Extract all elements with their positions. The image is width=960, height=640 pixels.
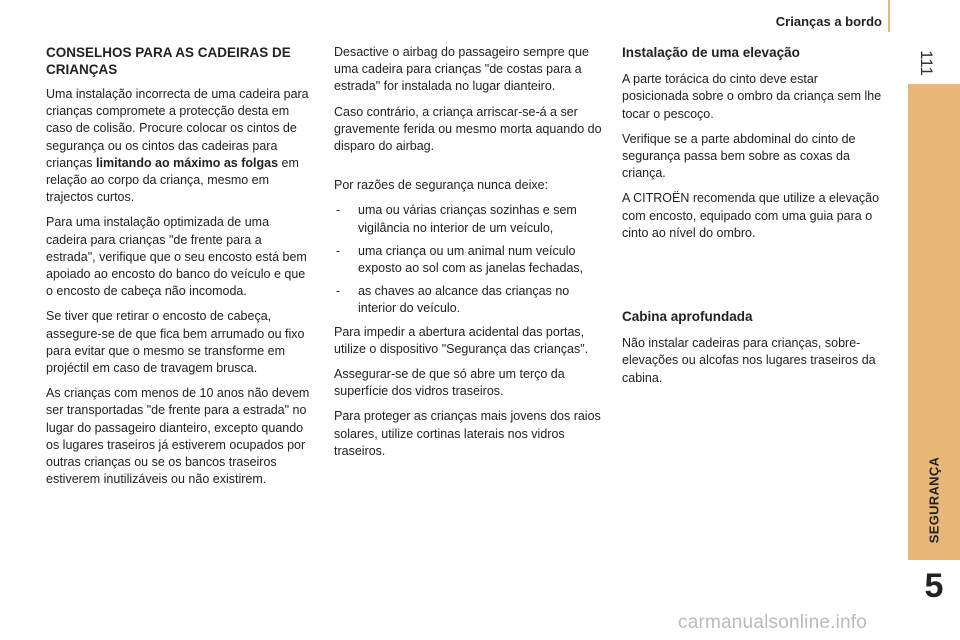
- paragraph-forward-facing: Para uma instalação optimizada de uma cadeira para crianças "de frente para a estrada", verifique que o seu encosto está bem apoiado ao encosto do banco do veículo e que o encosto de cabeça não incomoda.: [46, 215, 307, 299]
- paragraph-child-lock: Para impedir a abertura acidental das portas, utilize o dispositivo "Segurança das crianças".: [334, 324, 589, 356]
- watermark: carmanualsonline.info: [678, 612, 868, 633]
- paragraph-airbag: Desactive o airbag do passageiro sempre que uma cadeira para crianças "de costas para a estrada" for instalada no lugar dianteiro.: [334, 45, 590, 94]
- paragraph-lap-belt: Verifique se a parte abdominal do cinto de segurança passa bem sobre as coxas da criança.: [622, 131, 856, 181]
- list-item: - uma ou várias crianças sozinhas e sem vigilância no interior de um veículo,: [334, 202, 606, 236]
- section-heading-deep-cab: Cabina aprofundada: [622, 309, 753, 325]
- spacer: [622, 250, 886, 304]
- paragraph-sun-blinds: Para proteger as crianças mais jovens dos raios solares, utilize cortinas laterais nos vidros traseiros.: [334, 409, 601, 458]
- paragraph-under-10: As crianças com menos de 10 anos não devem ser transportadas "de frente para a estrada" no lugar do passageiro dianteiro, excepto quando os lugares traseiros já estiverem ocupados por outras crianças ou se os bancos traseiros estiverem inutilizáveis ou não existirem.: [46, 386, 310, 487]
- chapter-number: 5: [924, 566, 944, 605]
- section-heading-child-seat-advice: CONSELHOS PARA AS CADEIRAS DE CRIANÇAS: [46, 45, 291, 77]
- paragraph-installation: [46, 86, 310, 206]
- paragraph-installation-text-b: em relação ao corpo da criança, mesmo em trajectos curtos.: [46, 155, 299, 205]
- column-right: [622, 40, 886, 395]
- header-rule: [888, 0, 890, 32]
- page-number: 111: [917, 50, 936, 76]
- running-header: Crianças a bordo: [775, 14, 882, 29]
- column-middle: [334, 44, 606, 468]
- list-item: - uma criança ou um animal num veículo exposto ao sol com as janelas fechadas,: [334, 243, 606, 277]
- paragraph-deep-cab: Não instalar cadeiras para crianças, sobre-elevações ou alcofas nos lugares traseiros da cabina.: [622, 336, 876, 385]
- chapter-tab: [908, 560, 960, 612]
- paragraph-installation-emphasis: limitando ao máximo as folgas: [96, 155, 279, 170]
- section-sidebar-label-box: [908, 450, 960, 550]
- spacer: [334, 163, 606, 177]
- paragraph-rear-windows: Assegurar-se de que só abre um terço da superfície dos vidros traseiros.: [334, 367, 565, 399]
- paragraph-airbag-risk: Caso contrário, a criança arriscar-se-á a ser gravemente ferida ou mesmo morta aquando do disparo do airbag.: [334, 104, 602, 154]
- column-left: [46, 40, 310, 496]
- paragraph-citroen-recommends: A CITROËN recomenda que utilize a elevação com encosto, equipado com uma guia para o cinto ao nível do ombro.: [622, 191, 880, 240]
- section-sidebar-label: SEGURANÇA: [926, 456, 942, 544]
- paragraph-headrest: Se tiver que retirar o encosto de cabeça, assegure-se de que fica bem arrumado ou fixo para evitar que o mesmo se transforme em projéctil em caso de travagem brusca.: [46, 309, 305, 376]
- paragraph-installation-text-a: Uma instalação incorrecta de uma cadeira para crianças compromete a protecção desta em caso de colisão. Procure colocar os cintos de segurança ou os cintos das cadeiras para crianças: [46, 87, 309, 170]
- paragraph-never-leave: Por razões de segurança nunca deixe:: [334, 178, 549, 193]
- paragraph-chest-belt: A parte torácica do cinto deve estar posicionada sobre o ombro da criança sem lhe tocar o pescoço.: [622, 72, 882, 121]
- never-leave-list: [334, 202, 606, 317]
- list-item: - as chaves ao alcance das crianças no interior do veículo.: [334, 283, 606, 317]
- section-heading-booster: Instalação de uma elevação: [622, 45, 800, 60]
